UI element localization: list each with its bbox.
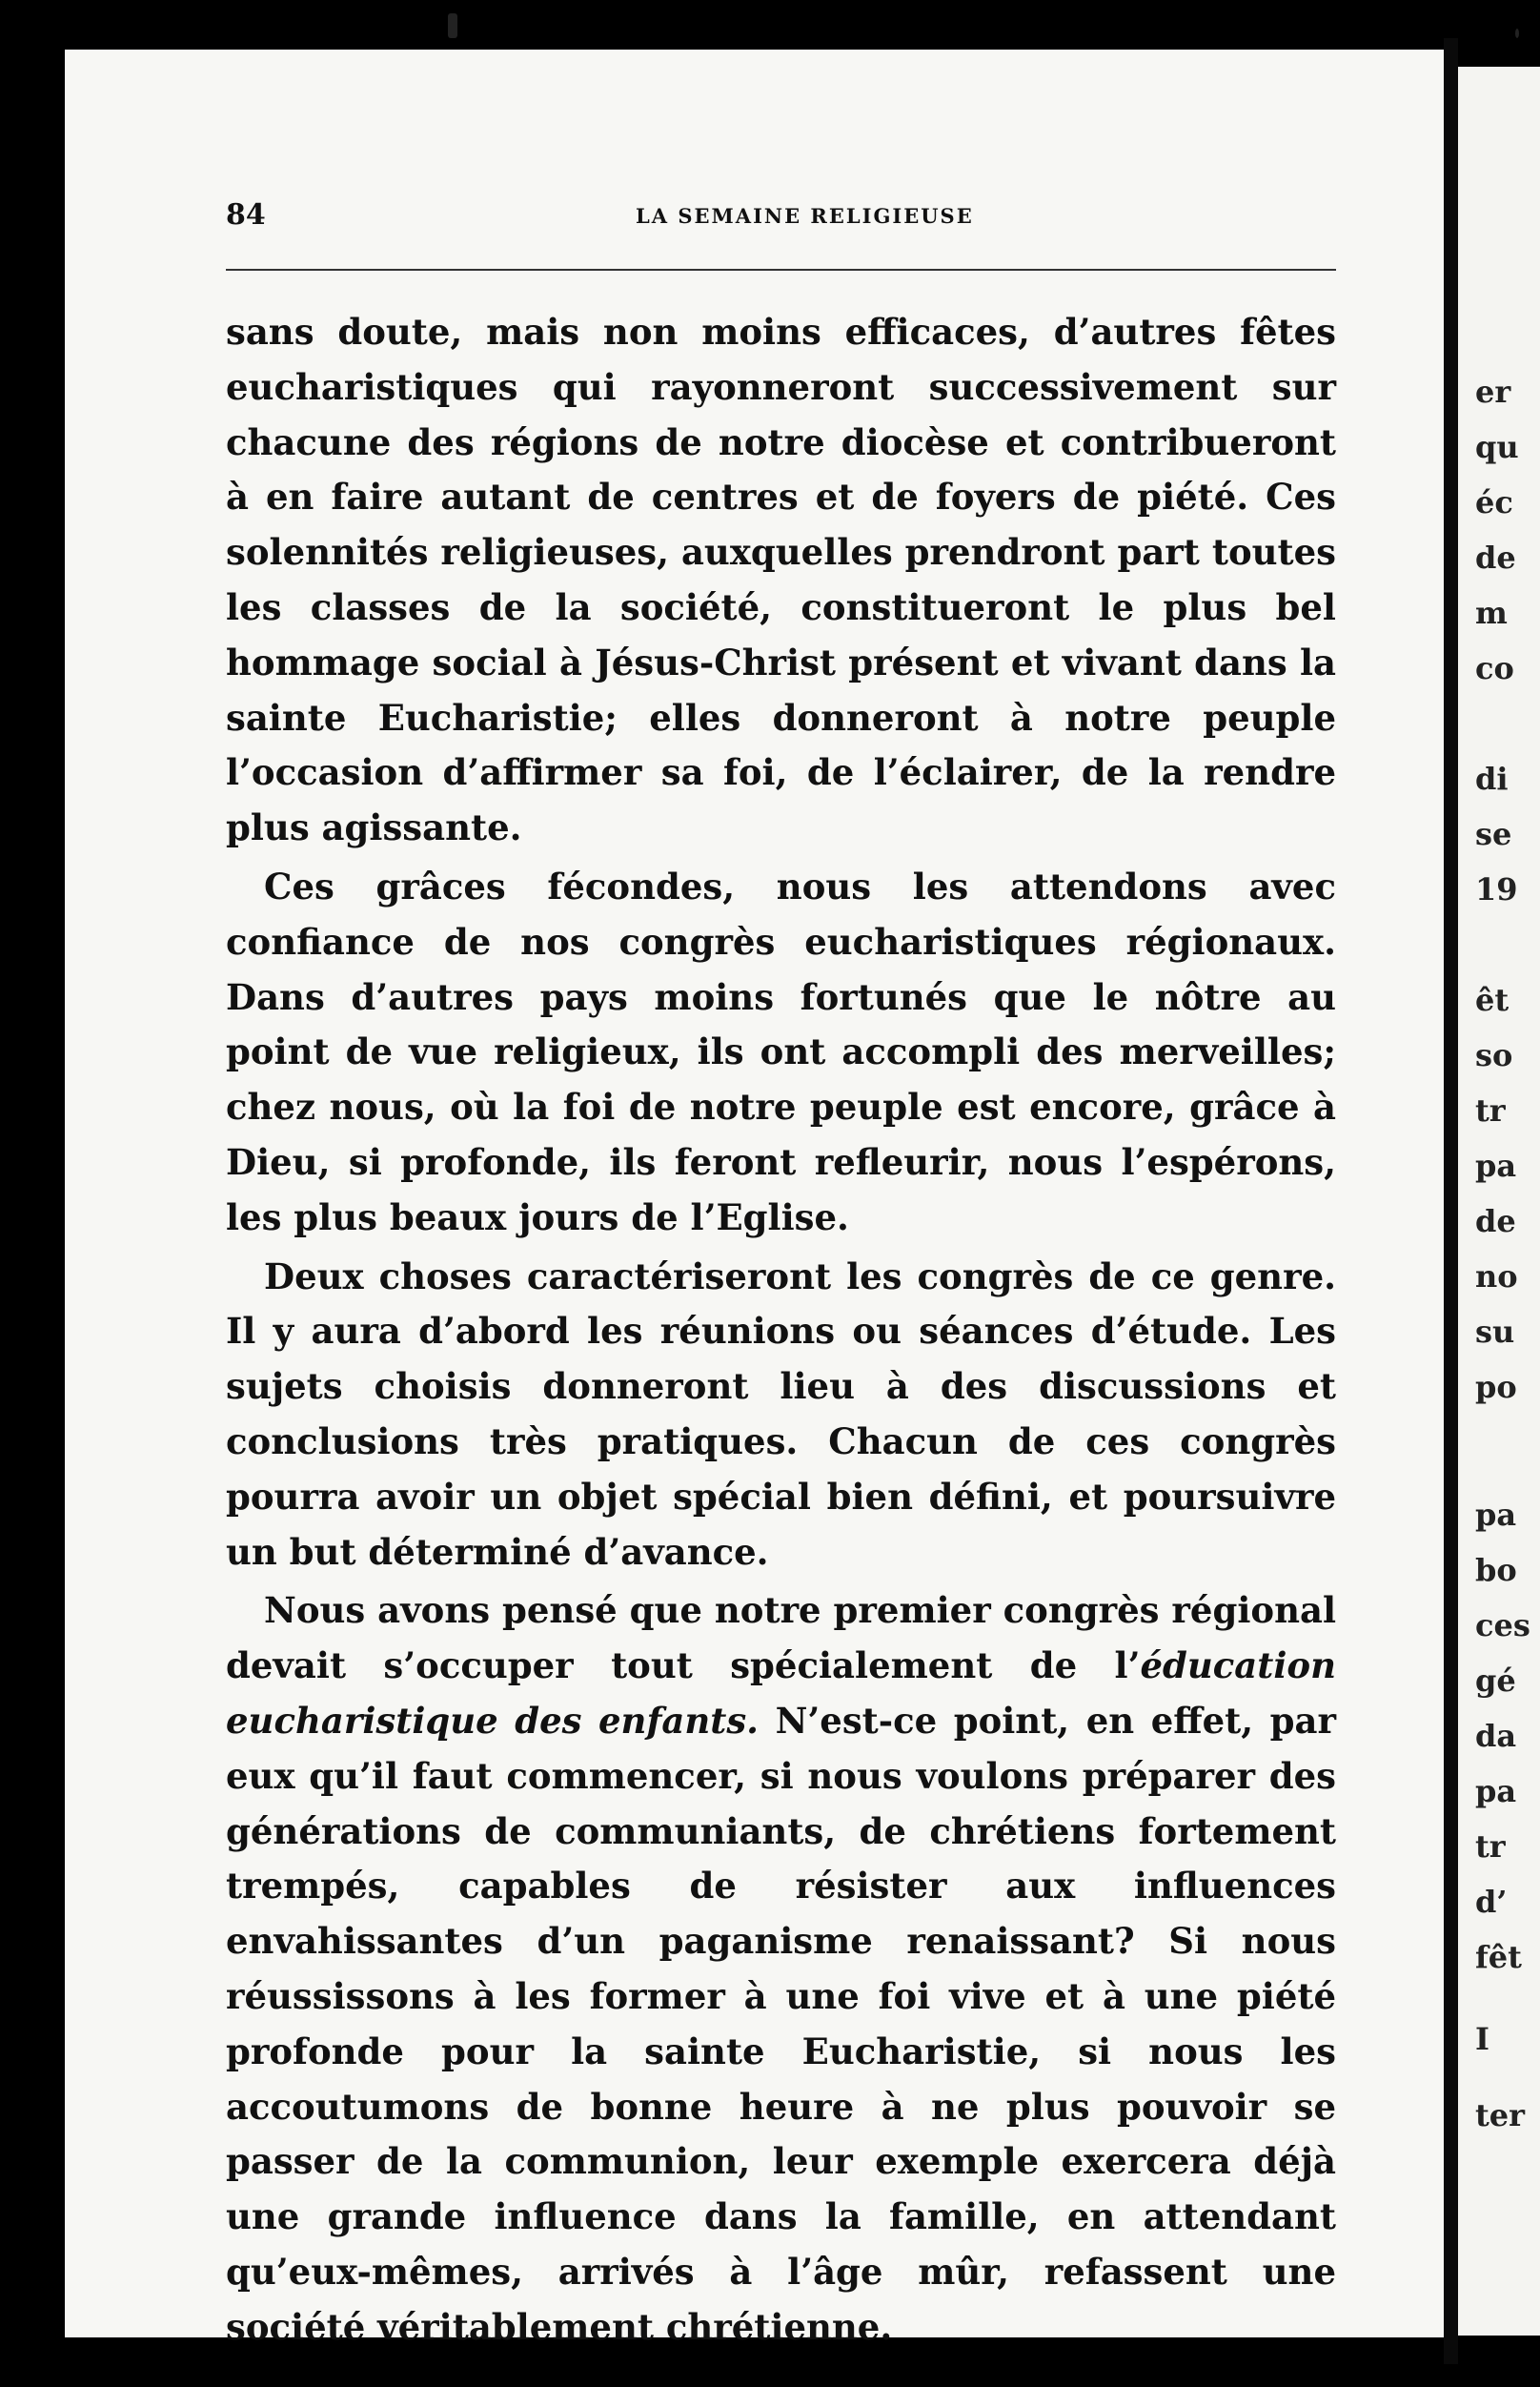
adjacent-page-fragment: êt <box>1475 982 1510 1018</box>
adjacent-page-edge <box>1458 67 1540 2336</box>
adjacent-page-fragment: m <box>1475 595 1508 631</box>
adjacent-page-fragment: tr <box>1475 1828 1506 1865</box>
adjacent-page-fragment: éc <box>1475 484 1513 520</box>
adjacent-page-fragment: tr <box>1475 1092 1506 1129</box>
adjacent-page-fragment: er <box>1475 374 1511 410</box>
header-rule <box>226 269 1336 271</box>
scan-speck <box>448 13 457 38</box>
body-text <box>226 305 1336 2355</box>
adjacent-page-fragment: d’ <box>1475 1884 1508 1920</box>
paragraph: Ces grâces fécondes, nous les attendons avec confiance de nos congrès eucharistiques régionaux. Dans d’autres pays moins fortunés que le nôtre au point de vue religieux, ils ont accompli des merveilles; chez nous, où la foi de notre peuple est encore, grâce à Dieu, si profonde, ils feront refleurir, nous l’espérons, les plus beaux jours de l’Eglise. <box>226 865 1336 1238</box>
page-header <box>226 198 1336 246</box>
adjacent-page-fragment: de <box>1475 540 1516 576</box>
adjacent-page-fragment: bo <box>1475 1552 1517 1588</box>
paragraph-text: N’est-ce point, en effet, par eux qu’il faut commencer, si nous voulons préparer des générations de communiants, de chrétiens fortement trempés, capables de résister aux influences envahissantes d’un paganisme renaissant? Si nous réussissons à les former à une foi vive et à une piété profonde pour la sainte Eucharistie, si nous les accoutumons de bonne heure à ne plus pouvoir se passer de la communion, leur exemple exercera déjà une grande influence dans la famille, en attendant qu’eux-mêmes, arrivés à l’âge mûr, refassent une société véritablement chrétienne. <box>226 1699 1336 2348</box>
adjacent-page-fragment: ces <box>1475 1607 1530 1643</box>
adjacent-page-fragment: po <box>1475 1369 1517 1405</box>
scan-speck <box>1515 29 1519 38</box>
adjacent-page-fragment: ter <box>1475 2097 1525 2133</box>
adjacent-page-fragment: qu <box>1475 429 1519 465</box>
adjacent-page-fragment: gé <box>1475 1663 1516 1699</box>
page-gutter <box>1444 38 1458 2364</box>
adjacent-page-fragment: pa <box>1475 1148 1517 1184</box>
paragraph: sans doute, mais non moins efficaces, d’autres fêtes eucharistiques qui rayonneront successivement sur chacune des régions de notre diocèse et contribueront à en faire autant de centres et de foyers de piété. Ces solennités religieuses, auxquelles prendront part toutes les classes de la société, constitueront le plus bel hommage social à Jésus-Christ présent et vivant dans la sainte Eucharistie; elles donneront à notre peuple l’occasion d’affirmer sa foi, de l’éclairer, de la rendre plus agissante. <box>226 311 1336 849</box>
paragraph: Deux choses caractériseront les congrès de ce genre. Il y aura d’abord les réunions ou séances d’étude. Les sujets choisis donneront lieu à des discussions et conclusions très pratiques. Chacun de ces congrès pourra avoir un objet spécial bien défini, et poursuivre un but déterminé d’avance. <box>226 1255 1336 1573</box>
adjacent-page-fragment: de <box>1475 1203 1516 1239</box>
adjacent-page-fragment: 19 <box>1475 871 1518 908</box>
adjacent-page-fragment: I <box>1475 2021 1489 2057</box>
paragraph <box>226 1583 1336 2355</box>
italic-emphasis: éducation eucharistique des enfants. <box>226 1644 1336 1742</box>
adjacent-page-fragment: co <box>1475 650 1514 686</box>
adjacent-page-fragment: se <box>1475 816 1512 852</box>
page-number: 84 <box>226 198 266 232</box>
running-head: LA SEMAINE RELIGIEUSE <box>636 204 974 228</box>
adjacent-page-fragment: su <box>1475 1314 1515 1350</box>
adjacent-page-fragment: di <box>1475 761 1509 797</box>
paragraph-text: Nous avons pensé que notre premier congrès régional devait s’occuper tout spécialement de l’ <box>226 1589 1336 1687</box>
adjacent-page-fragment: da <box>1475 1718 1517 1754</box>
adjacent-page-fragment: so <box>1475 1037 1513 1073</box>
adjacent-page-fragment: no <box>1475 1258 1518 1295</box>
adjacent-page-fragment: pa <box>1475 1773 1517 1809</box>
adjacent-page-fragment: fêt <box>1475 1939 1522 1975</box>
adjacent-page-fragment: pa <box>1475 1497 1517 1533</box>
